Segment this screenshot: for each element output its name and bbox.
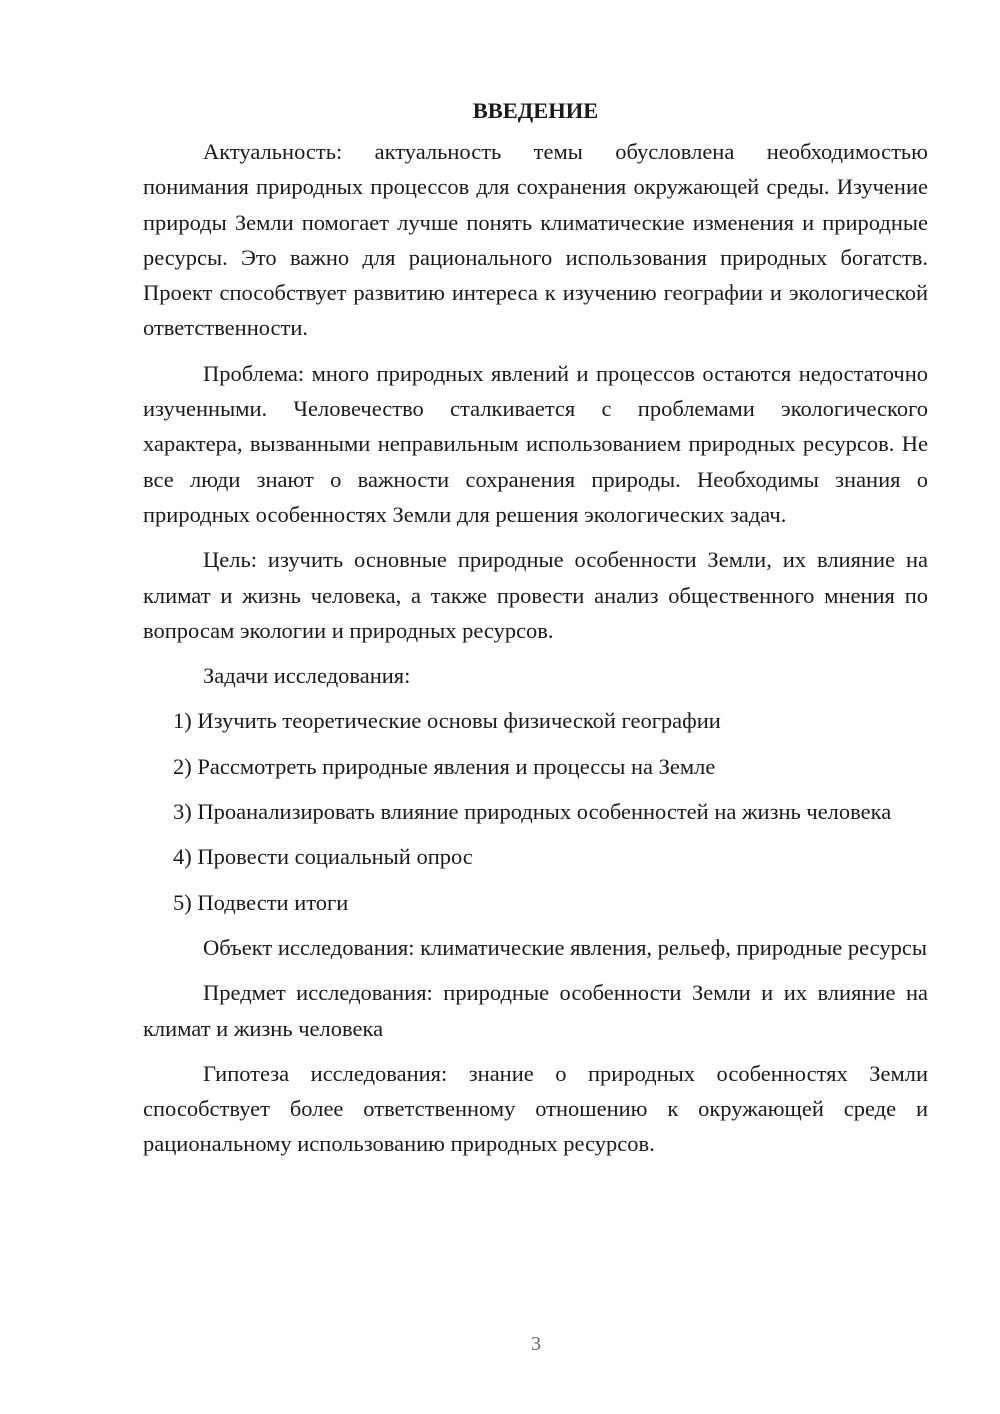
paragraph-object: Объект исследования: климатические явления, рельеф, природные ресурсы <box>203 934 927 960</box>
task-item-4: 4) Провести социальный опрос <box>173 844 473 870</box>
task-item-3: 3) Проанализировать влияние природных особенностей на жизнь человека <box>173 799 892 825</box>
paragraph-relevance: Актуальность: актуальность темы обусловлена необходимостью понимания природных процессов для сохранения окружающей среды. Изучение природы Земли помогает лучше понять климатические изменения и природные ресурсы. Это важно для рационального использования природных богатств. Проект способствует развитию интереса к изучению географии и экологической ответственности. <box>143 139 928 341</box>
page-content <box>143 93 928 1172</box>
task-item-1: 1) Изучить теоретические основы физической географии <box>173 708 721 734</box>
paragraph-tasks-heading: Задачи исследования: <box>203 663 411 689</box>
paragraph-problem: Проблема: много природных явлений и процессов остаются недостаточно изученными. Человечество сталкивается с проблемами экологического характера, вызванными неправильным использованием природных ресурсов. Не все люди знают о важности сохранения природы. Необходимы знания о природных особенностях Земли для решения экологических задач. <box>143 360 928 527</box>
paragraph-subject: Предмет исследования: природные особенности Земли и их влияние на климат и жизнь человека <box>143 980 928 1041</box>
task-item-2: 2) Рассмотреть природные явления и процессы на Земле <box>173 753 716 779</box>
page-number: 3 <box>531 1333 541 1355</box>
task-item-5: 5) Подвести итоги <box>173 889 349 915</box>
section-title: ВВЕДЕНИЕ <box>472 98 599 123</box>
paragraph-hypothesis: Гипотеза исследования: знание о природных особенностях Земли способствует более ответственному отношению к окружающей среде и рациональному использованию природных ресурсов. <box>143 1060 928 1157</box>
paragraph-goal: Цель: изучить основные природные особенности Земли, их влияние на климат и жизнь человека, а также провести анализ общественного мнения по вопросам экологии и природных ресурсов. <box>143 547 928 643</box>
